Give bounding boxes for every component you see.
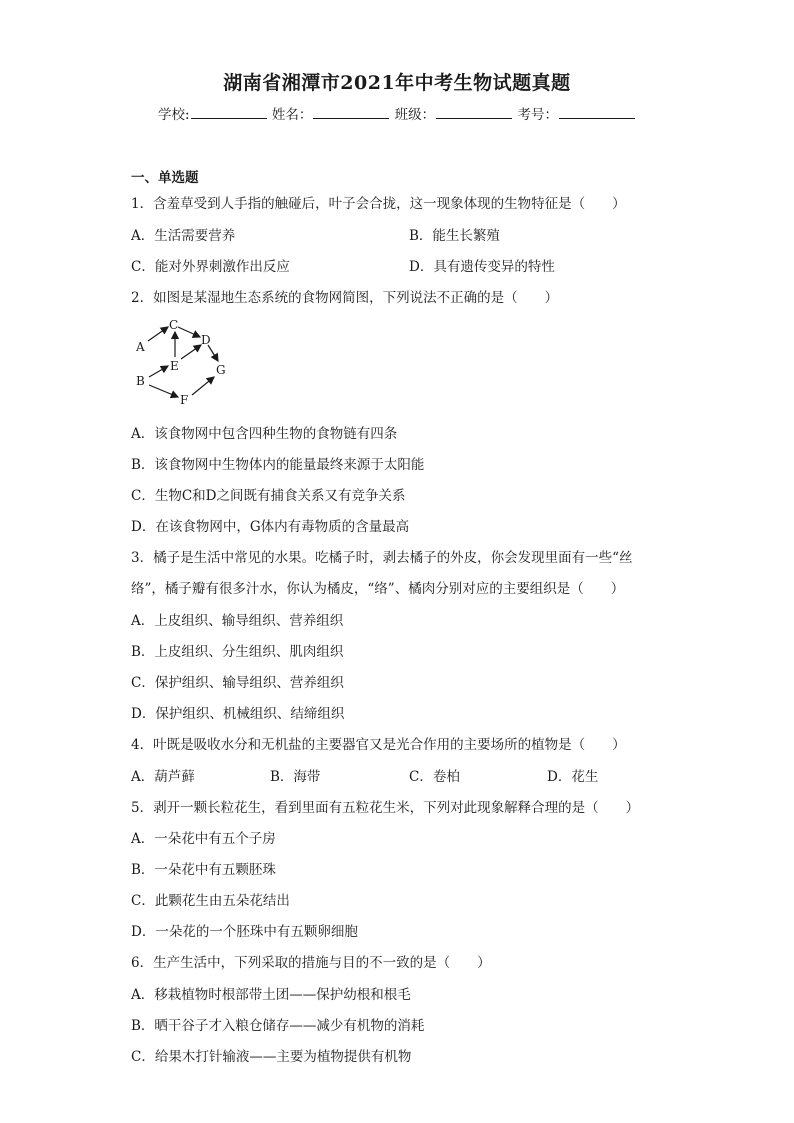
q2-option-d: D．在该食物网中，G体内有毒物质的含量最高 bbox=[131, 519, 410, 535]
q6-option-a: A．移栽植物时根部带土团——保护幼根和根毛 bbox=[131, 987, 411, 1003]
node-d-label: D bbox=[201, 333, 211, 347]
q1-option-c: C．能对外界刺激作出反应 bbox=[131, 259, 290, 275]
q1-option-b: B．能生长繁殖 bbox=[409, 228, 500, 244]
node-c-label: C bbox=[169, 318, 179, 332]
q1-option-a: A．生活需要营养 bbox=[131, 228, 236, 244]
exam-number-blank[interactable] bbox=[559, 105, 635, 119]
node-e-label: E bbox=[170, 359, 179, 373]
node-b-label: B bbox=[136, 374, 145, 388]
node-g-label: G bbox=[216, 363, 226, 377]
q2-option-c: C．生物C和D之间既有捕食关系又有竞争关系 bbox=[131, 488, 406, 504]
q6-option-c: C．给果木打针输液——主要为植物提供有机物 bbox=[131, 1049, 412, 1065]
q3-option-c: C．保护组织、输导组织、营养组织 bbox=[131, 675, 344, 691]
q4-option-c: C．卷柏 bbox=[409, 769, 460, 785]
name-label: 姓名： bbox=[271, 107, 313, 123]
node-a-label: A bbox=[136, 340, 145, 354]
q1-option-d: D．具有遗传变异的特性 bbox=[409, 259, 555, 275]
class-blank[interactable] bbox=[436, 105, 512, 119]
arrow-b-e bbox=[149, 366, 168, 377]
exam-number-label: 考号： bbox=[517, 107, 558, 123]
q6-option-b: B．晒干谷子才入粮仓储存——减少有机物的消耗 bbox=[131, 1018, 425, 1034]
student-info-line bbox=[0, 103, 794, 123]
q4-stem: 4．叶既是吸收水分和无机盐的主要器官又是光合作用的主要场所的植物是（ ） bbox=[131, 737, 626, 753]
arrow-d-g bbox=[208, 345, 218, 361]
q6-stem: 6．生产生活中，下列采取的措施与目的不一致的是（ ） bbox=[131, 955, 491, 971]
q5-stem: 5．剥开一颗长粒花生，看到里面有五粒花生米，下列对此现象解释合理的是（ ） bbox=[131, 800, 640, 816]
q4-option-d: D．花生 bbox=[547, 769, 599, 785]
q4-option-b: B．海带 bbox=[270, 769, 321, 785]
q4-option-a: A．葫芦藓 bbox=[131, 769, 195, 785]
page-title: 湖南省湘潭市2021年中考生物试题真题 bbox=[223, 72, 571, 94]
school-blank[interactable] bbox=[191, 105, 267, 119]
q2-option-b: B．该食物网中生物体内的能量最终来源于太阳能 bbox=[131, 457, 425, 473]
q5-option-a: A．一朵花中有五个子房 bbox=[131, 831, 276, 847]
q5-option-d: D．一朵花的一个胚珠中有五颗卵细胞 bbox=[131, 924, 358, 940]
arrow-b-f bbox=[149, 385, 178, 397]
arrow-f-g bbox=[192, 377, 214, 395]
section-heading: 一、单选题 bbox=[131, 170, 199, 186]
q3-stem-line-1: 3．橘子是生活中常见的水果。吃橘子时，剥去橘子的外皮，你会发现里面有一些“丝 bbox=[131, 550, 633, 566]
arrow-e-d bbox=[181, 345, 201, 359]
q3-option-a: A．上皮组织、输导组织、营养组织 bbox=[131, 613, 344, 629]
q3-stem-line-2: 络”，橘子瓣有很多汁水，你认为橘皮，“络”、橘肉分别对应的主要组织是（ ） bbox=[131, 581, 625, 597]
q2-stem: 2．如图是某湿地生态系统的食物网简图，下列说法不正确的是（ ） bbox=[131, 290, 559, 306]
arrow-c-d bbox=[178, 327, 200, 337]
class-label: 班级： bbox=[394, 107, 436, 123]
q3-option-d: D．保护组织、机械组织、结缔组织 bbox=[131, 706, 345, 722]
q1-stem: 1．含羞草受到人手指的触碰后，叶子会合拢，这一现象体现的生物特征是（ ） bbox=[131, 196, 626, 212]
name-blank[interactable] bbox=[313, 105, 389, 119]
q2-option-a: A．该食物网中包含四种生物的食物链有四条 bbox=[131, 426, 398, 442]
q5-option-c: C．此颗花生由五朵花结出 bbox=[131, 893, 290, 909]
school-label: 学校: bbox=[158, 107, 190, 123]
q5-option-b: B．一朵花中有五颗胚珠 bbox=[131, 862, 276, 878]
arrow-a-c bbox=[148, 327, 168, 341]
food-web-diagram bbox=[128, 315, 238, 407]
node-f-label: F bbox=[180, 393, 189, 407]
q3-option-b: B．上皮组织、分生组织、肌肉组织 bbox=[131, 644, 344, 660]
